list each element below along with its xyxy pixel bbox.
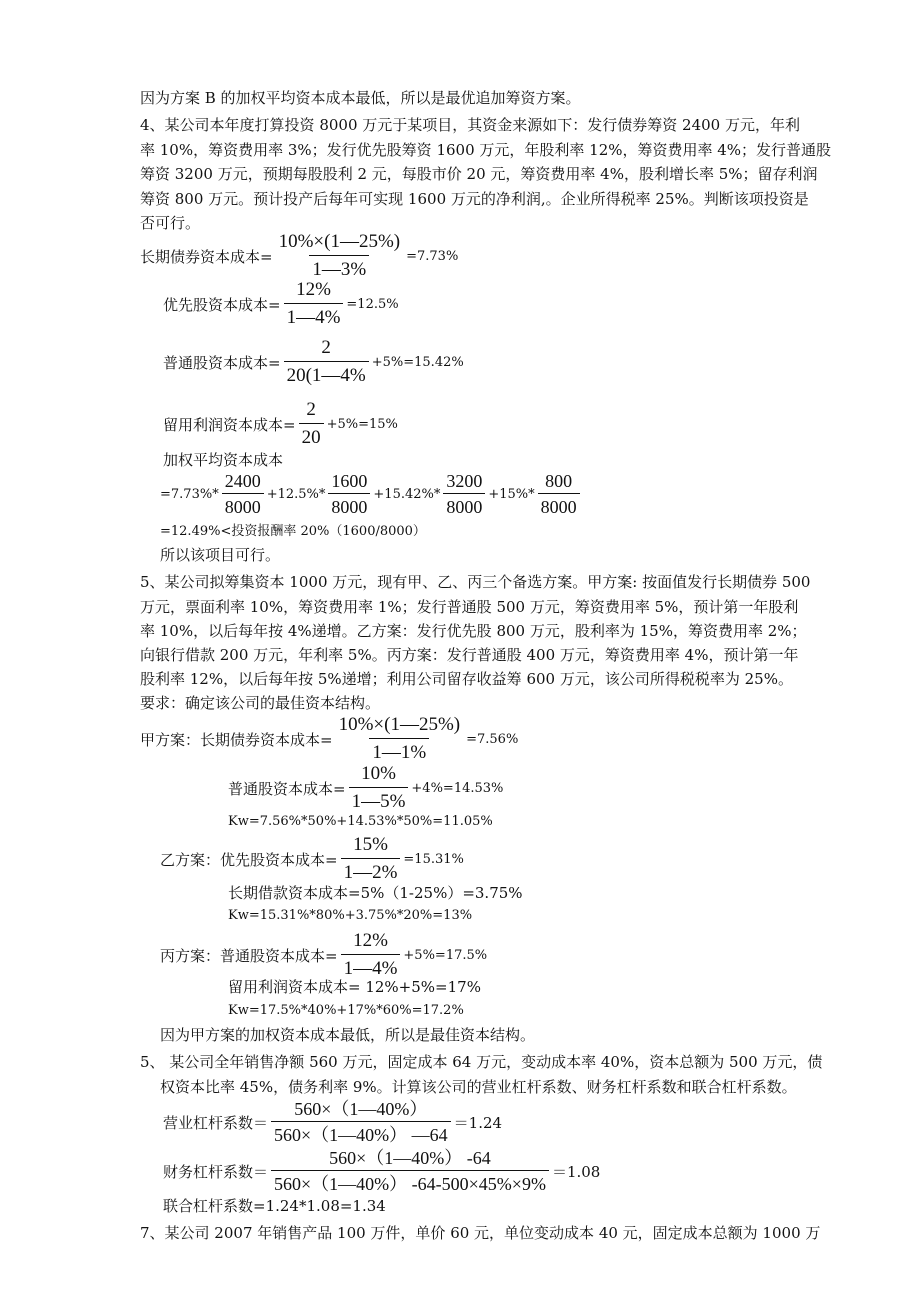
wacc-result: =12.49%<投资报酬率 20%（1600/8000） (160, 524, 426, 539)
numerator: 15% (353, 834, 388, 855)
formula-label: 甲方案：长期债券资本成本= (140, 730, 333, 749)
formula-result: =7.56% (466, 731, 519, 747)
question-4-text: 筹资 800 万元。预计投产后每年可实现 1600 万元的净利润,。企业所得税率 25%。判断该项投资是 (140, 190, 809, 208)
formula-result: +5%=17.5% (403, 947, 488, 963)
numerator: 10%×(1—25%) (278, 231, 401, 252)
formula-label: 普通股资本成本= (163, 353, 281, 372)
denominator: 8000 (538, 493, 580, 518)
numerator: 2 (306, 399, 316, 420)
denominator: 1—4% (284, 303, 344, 330)
wacc-part: +15%* (488, 486, 535, 502)
formula-label: 优先股资本成本= (163, 295, 281, 314)
denominator: 8000 (443, 493, 485, 518)
numerator: 2400 (224, 471, 261, 491)
fraction (271, 1147, 549, 1195)
denominator: 1—5% (349, 787, 409, 814)
fraction (276, 230, 404, 282)
dcl-result: 联合杠杆系数=1.24*1.08=1.34 (163, 1197, 386, 1215)
formula-label: 长期债券资本成本= (140, 247, 273, 266)
wacc-part: +12.5%* (266, 486, 326, 502)
fraction (336, 713, 464, 765)
formula-result: ＝1.24 (453, 1113, 503, 1132)
question-7-text: 7、某公司 2007 年销售产品 100 万件，单价 60 元，单位变动成本 40 元，固定成本总额为 1000 万 (140, 1224, 821, 1242)
formula-label: 丙方案：普通股资本成本= (160, 946, 338, 965)
question-4-text: 筹资 3200 万元，预期每股股利 2 元，每股市价 20 元，筹资费用率 4%，股利增长率 5%；留存利润 (140, 165, 818, 183)
plan-b-loan-cost: 长期借款资本成本=5%（1-25%）=3.75% (228, 884, 523, 902)
question-5-text: 5、某公司拟筹集资本 1000 万元，现有甲、乙、丙三个备选方案。甲方案: 按面值发行长期债券 500 (140, 573, 811, 591)
denominator: 20 (299, 423, 324, 450)
numerator: 1600 (331, 471, 368, 491)
wacc-part: =7.73%* (160, 486, 219, 502)
fraction (284, 278, 344, 330)
question-4-text: 否可行。 (140, 214, 201, 232)
formula-preferred-cost (163, 278, 399, 330)
fraction (328, 470, 370, 518)
formula-label: 财务杠杆系数＝ (163, 1162, 269, 1181)
numerator: 560×（1—40%） -64 (329, 1148, 491, 1168)
formula-result: =15.31% (403, 851, 464, 867)
fraction (341, 833, 401, 885)
formula-plan-a-bond (140, 713, 518, 765)
formula-retained-cost (163, 398, 398, 450)
question-5-text: 向银行借款 200 万元，年利率 5%。丙方案：发行普通股 400 万元，筹资费用率 4%，预计第一年 (140, 646, 799, 664)
denominator: 20(1—4% (284, 361, 369, 388)
formula-label: 营业杠杆系数＝ (163, 1113, 269, 1132)
plan-c-retained-cost: 留用利润资本成本= 12%+5%=17% (228, 978, 481, 996)
numerator: 800 (545, 471, 573, 491)
numerator: 10% (361, 763, 396, 784)
plan-a-kw: Kw=7.56%*50%+14.53%*50%=11.05% (228, 814, 493, 829)
formula-result: +4%=14.53% (411, 780, 504, 796)
denominator: 560×（1—40%） -64-500×45%×9% (271, 1170, 549, 1195)
fraction (538, 470, 580, 518)
formula-dfl (163, 1147, 600, 1195)
numerator: 2 (321, 337, 331, 358)
formula-result: ＝1.08 (551, 1162, 601, 1181)
formula-bond-cost (140, 230, 458, 282)
conclusion-text: 所以该项目可行。 (160, 546, 281, 564)
fraction (443, 470, 485, 518)
question-5-text: 股利率 12%，以后每年按 5%递增；利用公司留存收益筹 600 万元，该公司所得税税率为 25%。 (140, 670, 793, 688)
question-5-text: 率 10%，以后每年按 4%递增。乙方案：发行优先股 800 万元，股利率为 15%，筹资费用率 2%； (140, 622, 807, 640)
wacc-part: +15.42%* (373, 486, 441, 502)
numerator: 12% (353, 930, 388, 951)
fraction (284, 336, 369, 388)
fraction (271, 1098, 451, 1146)
numerator: 12% (296, 279, 331, 300)
question-6-text: 权资本比率 45%，债务利率 9%。计算该公司的营业杠杆系数、财务杠杆系数和联合杠杆系数。 (160, 1078, 797, 1096)
denominator: 1—4% (341, 954, 401, 981)
fraction (349, 762, 409, 814)
question-6-text: 5、 某公司全年销售净额 560 万元，固定成本 64 万元，变动成本率 40%，资本总额为 500 万元，债 (140, 1053, 823, 1071)
numerator: 560×（1—40%） (294, 1099, 428, 1119)
formula-result: +5%=15.42% (371, 354, 464, 370)
formula-label: 普通股资本成本= (228, 779, 346, 798)
text-line: 因为方案 B 的加权平均资本成本最低，所以是最优追加筹资方案。 (140, 89, 581, 107)
formula-label: 乙方案：优先股资本成本= (160, 850, 338, 869)
denominator: 1—1% (369, 738, 429, 765)
numerator: 3200 (446, 471, 483, 491)
fraction (341, 929, 401, 981)
formula-result: +5%=15% (326, 416, 398, 432)
numerator: 10%×(1—25%) (338, 714, 461, 735)
plan-c-kw: Kw=17.5%*40%+17%*60%=17.2% (228, 1003, 464, 1018)
wacc-label: 加权平均资本成本 (163, 451, 284, 469)
denominator: 560×（1—40%） —64 (271, 1121, 451, 1146)
formula-result: =12.5% (346, 296, 399, 312)
formula-label: 留用利润资本成本= (163, 415, 296, 434)
denominator: 8000 (222, 493, 264, 518)
formula-plan-b-preferred (160, 833, 464, 885)
fraction (222, 470, 264, 518)
denominator: 8000 (328, 493, 370, 518)
question-5-text: 要求：确定该公司的最佳资本结构。 (140, 694, 381, 712)
formula-common-cost (163, 336, 464, 388)
question-4-text: 率 10%，筹资费用率 3%；发行优先股筹资 1600 万元，年股利率 12%，筹资费用率 4%；发行普通股 (140, 141, 832, 159)
formula-result: =7.73% (406, 248, 459, 264)
formula-dol (163, 1098, 502, 1146)
plan-b-kw: Kw=15.31%*80%+3.75%*20%=13% (228, 908, 473, 923)
denominator: 1—2% (341, 858, 401, 885)
formula-plan-c-common (160, 929, 487, 981)
question-5-text: 万元，票面利率 10%，筹资费用率 1%；发行普通股 500 万元，筹资费用率 5%，预计第一年股利 (140, 598, 799, 616)
fraction (299, 398, 324, 450)
conclusion-text: 因为甲方案的加权资本成本最低，所以是最佳资本结构。 (160, 1026, 536, 1044)
question-4-text: 4、某公司本年度打算投资 8000 万元于某项目，其资金来源如下：发行债券筹资 2400 万元，年利 (140, 116, 800, 134)
formula-wacc (160, 470, 583, 518)
denominator: 1—3% (309, 255, 369, 282)
formula-plan-a-common (228, 762, 503, 814)
